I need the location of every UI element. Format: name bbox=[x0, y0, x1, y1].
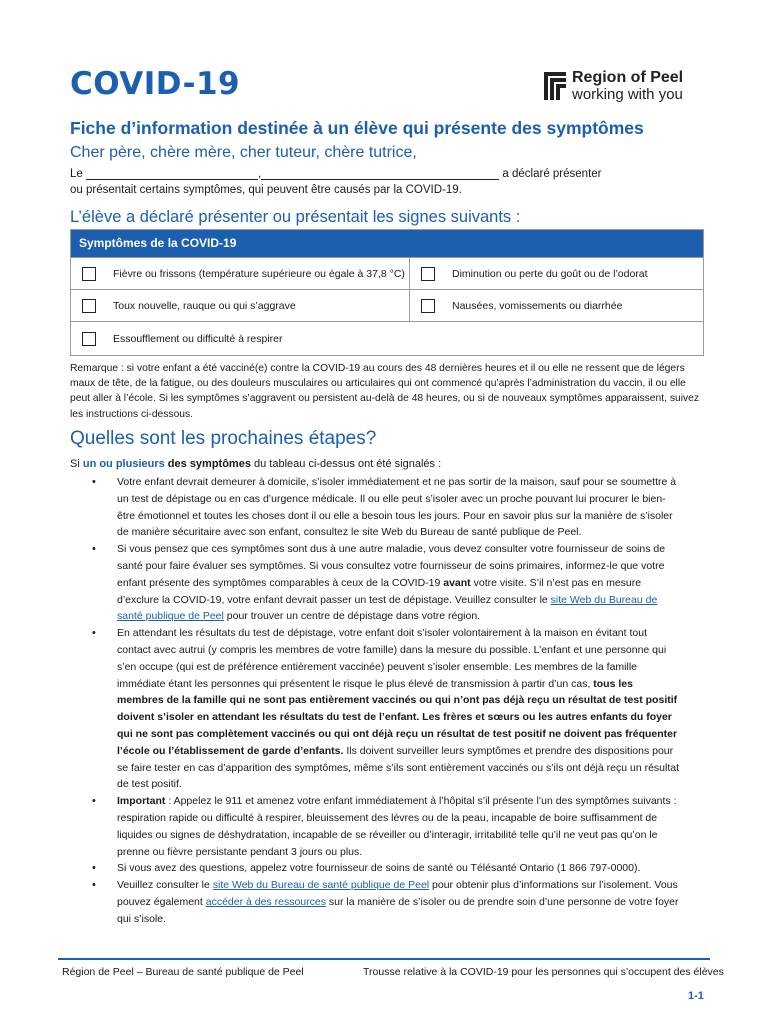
covid-title: COVID-19 bbox=[70, 66, 241, 102]
bullet-bold: Important bbox=[117, 795, 166, 808]
bullet-text: Ils doivent surveiller leurs symptômes et prendre des dispositions pour se faire tester en cas d’apparition des symptômes, même s’ils sont entièrement vaccinés ou s’ils ont déjà reçu un résultat de test positif. bbox=[117, 744, 680, 791]
student-name-blank bbox=[86, 168, 258, 180]
statement-suffix: a déclaré présenter bbox=[502, 168, 602, 180]
symptom-cell bbox=[410, 258, 703, 289]
bullet-bold: tous les membres de la famille qui ne sont pas entièrement vaccinés ou qui n’ont pas déjà reçu un résultat de test positif doivent s’isoler en attendant les résultats du test de l’enfant. Les frères et sœurs ou les autres enfants du foyer qui ne sont pas complètement vaccinés ou qui ont déjà reçu un résultat de test positif ne doivent pas fréquenter l’école ou l’établissement de garde d’enfants. bbox=[117, 677, 678, 757]
symptom-cell bbox=[71, 322, 703, 355]
signs-heading: L’élève a déclaré présenter ou présentait les signes suivants : bbox=[70, 208, 521, 226]
bullet-text: Veuillez consulter le bbox=[117, 879, 213, 892]
school-name-blank bbox=[261, 168, 499, 180]
bullet-text: En attendant les résultats du test de dépistage, votre enfant doit s’isoler volontairement à la maison en évitant tout contact avec autrui (y compris les membres de votre famille) dans la mesure du possible. L’enfant et une personne qui s’en occupe (qui est de préférence entièrement vaccinée) peuvent s’isoler ensemble. Les membres de la famille immédiate étant les personnes qui présentent le risque le plus élevé de transmission à partir d’un cas, bbox=[117, 627, 667, 690]
table-row bbox=[71, 321, 703, 355]
bullet-text: Votre enfant devrait demeurer à domicile, s’isoler immédiatement et ne pas sortir de la maison, sauf pour se soumettre à un test de dépistage ou en cas d’urgence médicale. Il ou elle peut s’isoler avec un proche pouvant lui procurer le bien-être émotionnel et toutes les choses dont il ou elle a besoin tous les jours. Pour en savoir plus sur la manière de s’isoler de manière sécuritaire avec son enfant, consultez le site Web du Bureau de santé publique de Peel. bbox=[117, 476, 677, 539]
bullet-text: Si vous avez des questions, appelez votre fournisseur de soins de santé ou Télésanté Ontario (1 866 797-0000). bbox=[117, 862, 641, 875]
statement-line-2: ou présentait certains symptômes, qui peuvent être causés par la COVID-19. bbox=[70, 184, 462, 196]
statement-prefix: Le bbox=[70, 168, 83, 180]
statement-comma: , bbox=[258, 168, 262, 180]
bullet-text: pour trouver un centre de dépistage dans votre région. bbox=[223, 610, 481, 623]
region-of-peel-logo-mark-icon bbox=[544, 72, 566, 100]
logo-name: Region of Peel bbox=[572, 69, 684, 86]
intro-text: du tableau ci-dessus ont été signalés : bbox=[250, 458, 442, 470]
bullet-text: pour obtenir plus d’informations sur l’isolement. Vous pouvez également bbox=[117, 879, 678, 908]
page-number: 1-1 bbox=[688, 990, 704, 1002]
symptom-label: Toux nouvelle, rauque ou qui s’aggrave bbox=[113, 299, 296, 312]
region-of-peel-logo bbox=[544, 70, 683, 102]
next-steps-intro bbox=[70, 458, 441, 470]
bullet-bold: avant bbox=[443, 576, 471, 589]
symptom-label: Nausées, vomissements ou diarrhée bbox=[452, 299, 623, 312]
bullet-text: : Appelez le 911 et amenez votre enfant immédiatement à l’hôpital s’il présente l’un des symptômes suivants : respiration rapide ou difficulté à respirer, bleuissement des lèvres ou de la peau, incapable de boire suffisamment de liquides ou signes de déshydratation, incapable de se réveiller ou d’interagir, irritabilité telle qu’il ne veut pas qu’on le prenne ou fièvre persistante pendant 3 jours ou plus. bbox=[117, 795, 677, 858]
symptom-cell bbox=[410, 290, 703, 321]
statement-line bbox=[70, 168, 602, 180]
footer-right: Trousse relative à la COVID-19 pour les personnes qui s’occupent des élèves bbox=[363, 966, 724, 978]
resources-link[interactable]: accéder à des ressources bbox=[205, 895, 326, 908]
checkbox-icon[interactable] bbox=[82, 332, 96, 346]
symptom-cell bbox=[71, 290, 410, 321]
list-item bbox=[70, 541, 680, 625]
bullet-text: sur la manière de s’isoler ou de prendre soin d’une personne de votre foyer qui s’isole. bbox=[117, 895, 679, 925]
checkbox-icon[interactable] bbox=[421, 267, 435, 281]
list-item bbox=[70, 860, 680, 877]
next-steps-heading: Quelles sont les prochaines étapes? bbox=[70, 428, 377, 449]
list-item bbox=[70, 625, 680, 793]
intro-bold: des symptômes bbox=[164, 458, 251, 470]
symptoms-table bbox=[70, 229, 704, 356]
bullet-text: Si vous pensez que ces symptômes sont dus à une autre maladie, vous devez consulter votre fournisseur de soins de santé pour faire évaluer ses symptômes. Si vous consultez votre fournisseur de soins primaires, informez-le que votre enfant présente des symptômes comparables à ceux de la COVID-19 bbox=[117, 543, 666, 589]
symptoms-table-header: Symptômes de la COVID-19 bbox=[71, 230, 703, 257]
page-title: Fiche d’information destinée à un élève qui présente des symptômes bbox=[70, 118, 644, 138]
vaccine-remark: Remarque : si votre enfant a été vacciné(e) contre la COVID-19 au cours des 48 dernières heures et il ou elle ne ressent que de légers maux de tête, de la fatigue, ou des douleurs musculaires ou articulaires qui ont commencé qu’après l’administration du vaccin, il ou elle peut aller à l’école. Si les symptômes s’aggravent ou persistent au-delà de 48 heures, ou si de nouveaux symptômes apparaissent, suivez les instructions ci-dessous. bbox=[70, 363, 700, 420]
bullet-text: votre visite. S’il n’est pas en mesure d’exclure la COVID-19, votre enfant devrait passer un test de dépistage. Veuillez consulter le bbox=[117, 576, 642, 606]
symptom-label: Fièvre ou frissons (température supérieure ou égale à 37,8 °C) bbox=[113, 267, 405, 280]
checkbox-icon[interactable] bbox=[82, 267, 96, 281]
list-item bbox=[70, 474, 680, 541]
checkbox-icon[interactable] bbox=[421, 299, 435, 313]
symptom-cell bbox=[71, 258, 410, 289]
footer-divider bbox=[58, 958, 710, 960]
logo-tagline: working with you bbox=[572, 86, 683, 103]
intro-text: Si bbox=[70, 458, 83, 470]
peel-health-link[interactable]: site Web du Bureau de santé publique de Peel bbox=[117, 593, 658, 623]
footer-left: Région de Peel – Bureau de santé publique de Peel bbox=[62, 966, 304, 978]
list-item bbox=[70, 793, 680, 860]
intro-emphasis: un ou plusieurs bbox=[82, 458, 165, 470]
symptom-label: Diminution ou perte du goût ou de l’odorat bbox=[452, 267, 648, 280]
next-steps-list bbox=[70, 474, 680, 928]
symptom-label: Essoufflement ou difficulté à respirer bbox=[113, 332, 283, 345]
list-item bbox=[70, 877, 680, 927]
greeting: Cher père, chère mère, cher tuteur, chère tutrice, bbox=[70, 144, 417, 161]
table-row bbox=[71, 289, 703, 321]
peel-health-isolation-link[interactable]: site Web du Bureau de santé publique de Peel bbox=[212, 879, 430, 892]
table-row bbox=[71, 257, 703, 289]
checkbox-icon[interactable] bbox=[82, 299, 96, 313]
